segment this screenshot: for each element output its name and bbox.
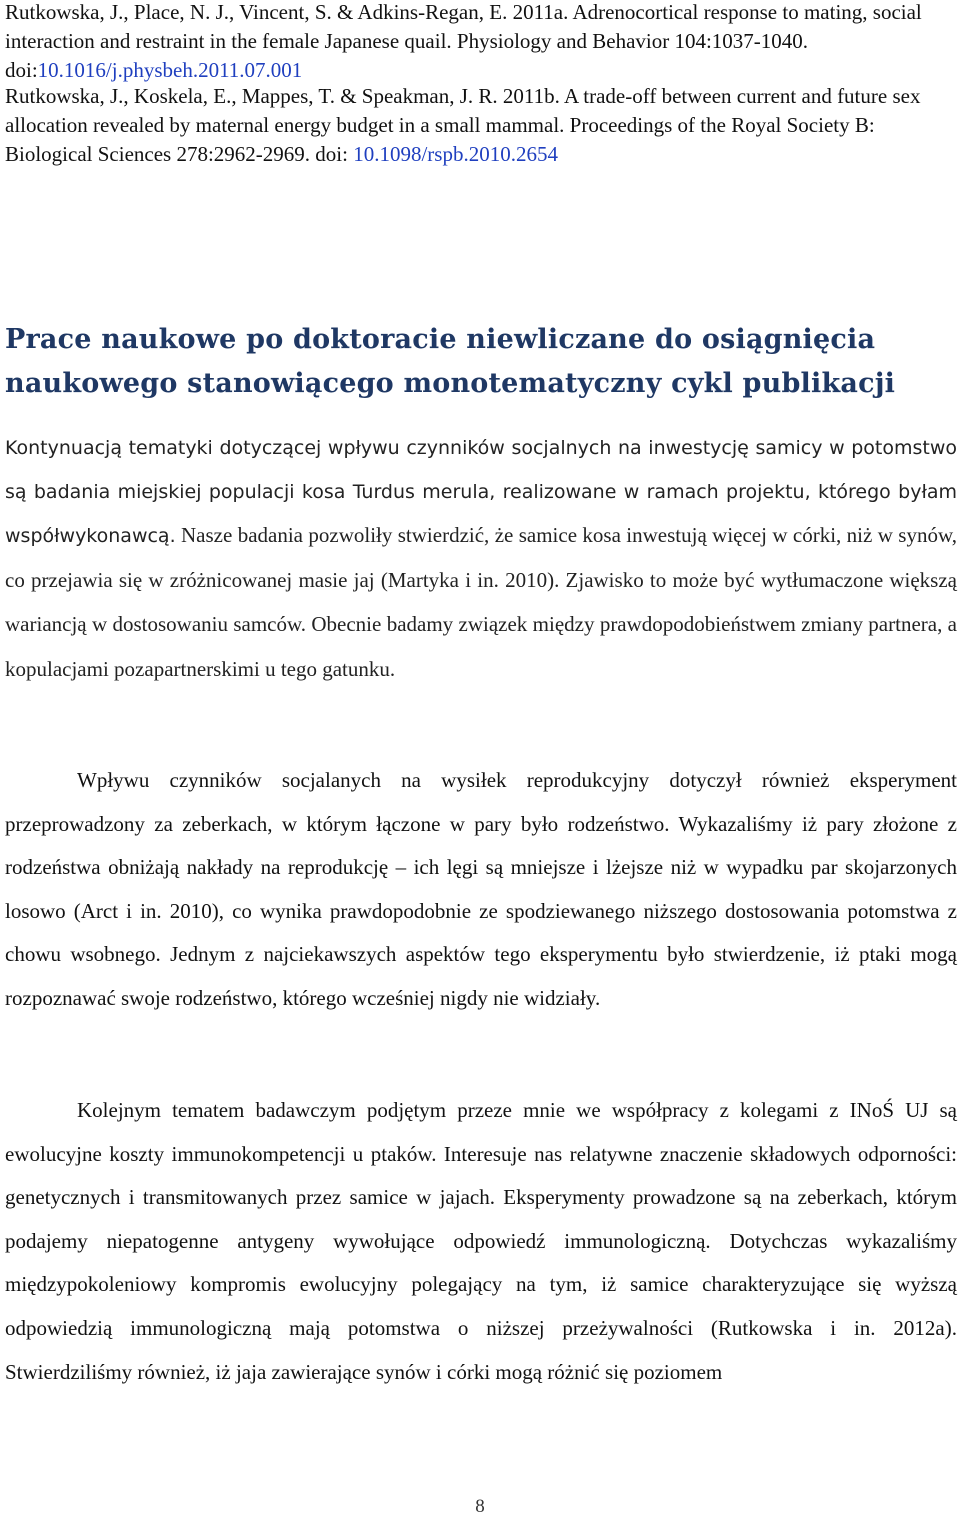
- paragraph-text: Kontynuacją tematyki dotyczącej wpływu czynników socjalnych na inwestycję samicy w potomstwo są badania miejskiej populacji kosa Turdus merula, realizowane w ramach projektu, którego byłam współwykonawcą.: [5, 437, 957, 548]
- doi-link[interactable]: 10.1098/rspb.2010.2654: [353, 142, 558, 166]
- section-heading: Prace naukowe po doktoracie niewliczane do osiągnięcia naukowego stanowiącego monotematyczny cykl publikacji: [5, 324, 896, 399]
- body-paragraph: Kolejnym tematem badawczym podjętym przeze mnie we współpracy z kolegami z INoŚ UJ są ewolucyjne koszty immunokompetencji u ptaków. Interesuje nas relatywne znaczenie składowych odporności: genetycznych i transmitowanych przez samice w jajach. Eksperymenty prowadzone są na zeberkach, którym podajemy niepatogenne antygeny wywołujące odpowiedź immunologiczną. Dotychczas wykazaliśmy międzypokoleniowy kompromis ewolucyjny polegający na tym, iż samice charakteryzujące się wyższą odpowiedzią immunologiczną mają potomstwa o niższej przeżywalności (Rutkowska i in. 2012a). Stwierdziliśmy również, iż jaja zawierające synów i córki mogą różnić się poziomem: [5, 1098, 957, 1384]
- paragraph-text: Nasze badania pozwoliły stwierdzić, że samice kosa inwestują więcej w córki, niż w synów, co przejawia się w zróżnicowanej masie jaj (Martyka i in. 2010). Zjawisko to może być wytłumaczone większą wariancją w dostosowaniu samców. Obecnie badamy związek między prawdopodobieństwem zmiany partnera, a kopulacjami pozapartnerskimi u tego gatunku.: [5, 523, 957, 681]
- page-number: 8: [475, 1496, 485, 1517]
- body-paragraph: [5, 427, 957, 693]
- reference-entry: [5, 0, 950, 85]
- reference-entry: [5, 82, 950, 169]
- body-paragraph: Wpływu czynników socjalanych na wysiłek reprodukcyjny dotyczył również eksperyment przeprowadzony za zeberkach, w którym łączone w pary było rodzeństwo. Wykazaliśmy iż pary złożone z rodzeństwa obniżają nakłady na reprodukcję – ich lęgi są mniejsze i lżejsze niż w wypadku par skojarzonych losowo (Arct i in. 2010), co wynika prawdopodobnie ze spodziewanego niższego dostosowania potomstwa z chowu wsobnego. Jednym z najciekawszych aspektów tego eksperymentu było stwierdzenie, iż ptaki mogą rozpoznawać swoje rodzeństwo, którego wcześniej nigdy nie widziały.: [5, 768, 957, 1010]
- doi-link[interactable]: 10.1016/j.physbeh.2011.07.001: [37, 58, 303, 82]
- reference-text: Rutkowska, J., Koskela, E., Mappes, T. & Speakman, J. R. 2011b. A trade-off between current and future sex allocation revealed by maternal energy budget in a small mammal. Proceedings of the Royal Society B: Biological Sciences 278:2962-2969. doi:: [5, 84, 921, 166]
- reference-text: Rutkowska, J., Place, N. J., Vincent, S. & Adkins-Regan, E. 2011a. Adrenocortical response to mating, social interaction and restraint in the female Japanese quail. Physiology and Behavior 104:1037-1040. doi:: [5, 0, 922, 82]
